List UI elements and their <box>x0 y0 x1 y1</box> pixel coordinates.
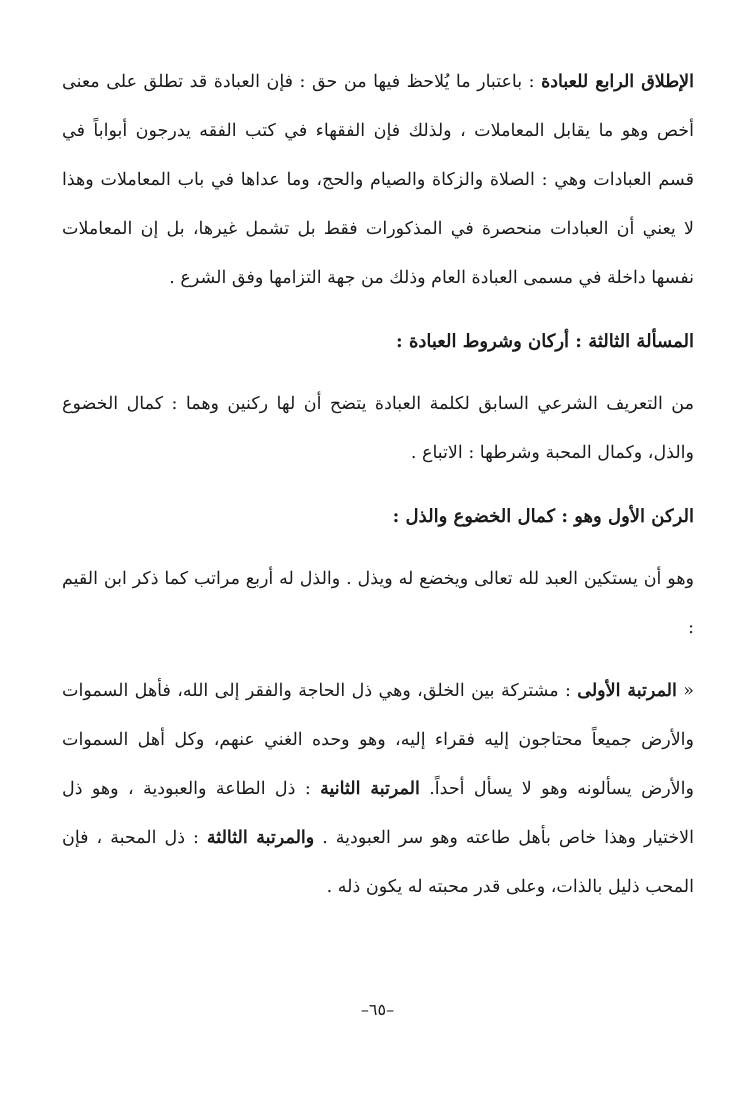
heading-first-pillar: الركن الأول وهو : كمال الخضوع والذل : <box>392 506 694 527</box>
paragraph-pillars-definition: من التعريف الشرعي السابق لكلمة العبادة يتضح أن لها ركنين وهما : كمال الخضوع والذل، وكمال المحبة وشرطها : الاتباع . <box>62 394 694 463</box>
rank-two-term: المرتبة الثانية <box>320 779 420 799</box>
page-number: –٦٥– <box>360 1000 395 1019</box>
rank-two-text: : ذل الطاعة والعبودية ، وهو ذل الاختيار وهذا خاص بأهل طاعته وهو سر العبودية . <box>62 779 694 848</box>
page-body <box>62 58 694 912</box>
paragraph-ranks-quote <box>62 667 694 912</box>
rank-one-term: المرتبة الأولى <box>577 681 677 701</box>
rank-three-text: : ذل المحبة ، فإن المحب ذليل بالذات، وعلى قدر محبته له يكون ذله . <box>62 828 694 897</box>
rank-three-term: والمرتبة الثالثة <box>206 828 315 848</box>
fourth-usage-text: : باعتبار ما يُلاحظ فيها من حق : فإن العبادة قد تطلق على معنى أخص وهو ما يقابل المعاملات ، ولذلك فإن الفقهاء في كتب الفقه يدرجون أبواباً في قسم العبادات وهي : الصلاة والزكاة والصيام والحج، وما عداها في باب المعاملات وهذا لا يعني أن العبادات منحصرة في المذكورات فقط بل تشمل غيرها، بل إن المعاملات نفسها داخلة في مسمى العبادة العام وذلك من جهة التزامها وفق الشرع . <box>62 72 694 288</box>
paragraph-submission: وهو أن يستكين العبد لله تعالى ويخضع له ويذل . والذل له أربع مراتب كما ذكر ابن القيم : <box>62 569 694 638</box>
rank-one-text: : مشتركة بين الخلق، وهي ذل الحاجة والفقر إلى الله، فأهل السموات والأرض جميعاً محتاجون إليه فقراء إليه، وهو وحده الغني عنهم، وكل أهل السموات والأرض يسألونه وهو لا يسأل أحداً. <box>62 681 694 799</box>
paragraph-fourth-usage <box>62 58 694 303</box>
heading-third-issue: المسألة الثالثة : أركان وشروط العبادة : <box>396 331 694 352</box>
fourth-usage-term: الإطلاق الرابع للعبادة <box>541 72 694 92</box>
open-quote: « <box>676 681 694 701</box>
